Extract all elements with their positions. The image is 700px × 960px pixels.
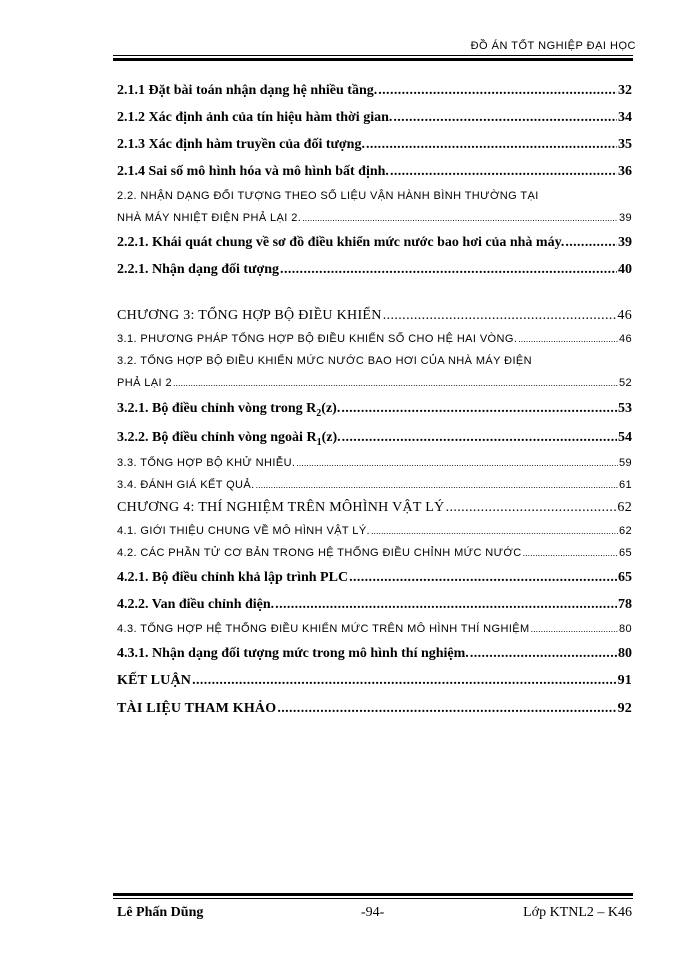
toc-page-number: 39 bbox=[618, 212, 632, 224]
toc-entry-text: 3.2.2. Bộ điều chỉnh vòng ngoài R bbox=[117, 430, 317, 445]
toc-entry[interactable] bbox=[117, 328, 632, 350]
toc-leader-dots bbox=[296, 452, 618, 474]
section-gap bbox=[117, 283, 632, 304]
toc-entry-text: 3.4. ĐÁNH GIÁ KẾT QUẢ. bbox=[117, 479, 255, 491]
toc-leader-dots bbox=[302, 207, 618, 229]
toc-entry[interactable] bbox=[117, 131, 632, 158]
toc-entry-tail: (z). bbox=[321, 401, 341, 416]
toc-entry-title bbox=[117, 304, 382, 328]
toc-page-number: 54 bbox=[618, 430, 632, 445]
toc-page-number: 65 bbox=[618, 547, 632, 559]
toc-entry-text: CHƯƠNG 4: THÍ NGHIỆM TRÊN MÔHÌNH VẬT LÝ bbox=[117, 500, 445, 515]
toc-entry-title bbox=[117, 256, 279, 283]
footer-page-number: -94- bbox=[361, 905, 385, 920]
toc-entry-text: 4.3.1. Nhận dạng đối tượng mức trong mô hình thí nghiệm. bbox=[117, 646, 469, 661]
toc-entry-text: 2.1.1 Đặt bài toán nhận dạng hệ nhiều tầng. bbox=[117, 83, 378, 98]
toc-page-number: 34 bbox=[618, 110, 632, 125]
toc-leader-dots bbox=[280, 256, 617, 283]
toc-entry[interactable] bbox=[117, 564, 632, 591]
footer-rule-thick bbox=[113, 893, 633, 896]
toc-entry-text: NHÀ MÁY NHIỆT ĐIỆN PHẢ LẠI 2. bbox=[117, 212, 302, 224]
toc-entry-title bbox=[117, 564, 348, 591]
toc-entry-subscript: 2 bbox=[316, 407, 322, 419]
toc-entry-title bbox=[117, 452, 295, 474]
toc-page-number: 91 bbox=[617, 673, 632, 688]
toc-page-number: 62 bbox=[617, 500, 632, 515]
toc-leader-dots bbox=[366, 131, 617, 158]
header-rule-thin bbox=[113, 55, 633, 56]
toc-entry-title bbox=[117, 372, 172, 394]
toc-entry[interactable] bbox=[117, 542, 632, 564]
toc-page-number: 53 bbox=[618, 401, 632, 416]
toc-entry-text: PHẢ LẠI 2 bbox=[117, 377, 172, 389]
toc-entry-text: 4.1. GIỚI THIỆU CHUNG VỀ MÔ HÌNH VẬT LÝ. bbox=[117, 525, 371, 537]
toc-entry-text: KẾT LUẬN bbox=[117, 673, 192, 688]
toc-entry[interactable] bbox=[117, 520, 632, 542]
toc-entry-text: 2.2.1. Khái quát chung về sơ đồ điều khiển mức nước bao hơi của nhà máy. bbox=[117, 235, 565, 250]
toc-entry[interactable] bbox=[117, 229, 632, 256]
toc-entry[interactable] bbox=[117, 104, 632, 131]
toc-entry-line1[interactable]: 3.2. TỔNG HỢP BỘ ĐIỀU KHIỂN MỨC NƯỚC BAO HƠI CỦA NHÀ MÁY ĐIỆN bbox=[117, 355, 532, 367]
footer-class-label: Lớp KTNL2 – K46 bbox=[523, 905, 632, 920]
toc-entry[interactable] bbox=[117, 474, 632, 496]
toc-entry[interactable] bbox=[117, 695, 632, 723]
toc-leader-dots bbox=[531, 618, 618, 640]
toc-page-number: 46 bbox=[617, 308, 632, 323]
toc-page-number: 35 bbox=[618, 137, 632, 152]
toc-entry-title bbox=[117, 158, 389, 185]
toc-entry-text: 4.2. CÁC PHẦN TỬ CƠ BẢN TRONG HỆ THỐNG ĐIỀU CHỈNH MỨC NƯỚC bbox=[117, 547, 522, 559]
toc-entry-title bbox=[117, 131, 365, 158]
toc-entry-text: 4.2.1. Bộ điều chỉnh khả lập trình PLC bbox=[117, 570, 349, 585]
toc-entry-title bbox=[117, 496, 445, 520]
toc-leader-dots bbox=[341, 394, 617, 423]
toc-entry-text: 2.1.4 Sai số mô hình hóa và mô hình bất định. bbox=[117, 164, 389, 179]
toc-entry[interactable] bbox=[117, 423, 632, 452]
toc-entry-title bbox=[117, 542, 522, 564]
toc-page-number: 40 bbox=[618, 262, 632, 277]
toc-leader-dots bbox=[393, 104, 617, 131]
toc-entry[interactable] bbox=[117, 207, 632, 229]
toc-page-number: 92 bbox=[617, 701, 632, 716]
toc-page-number: 78 bbox=[618, 597, 632, 612]
toc-leader-dots bbox=[349, 564, 617, 591]
toc-page-number: 65 bbox=[618, 570, 632, 585]
toc-leader-dots bbox=[383, 304, 617, 328]
toc-entry-text: TÀI LIỆU THAM KHẢO bbox=[117, 701, 277, 716]
toc-entry-title bbox=[117, 229, 564, 256]
toc-leader-dots bbox=[390, 158, 617, 185]
toc-entry-tail: (z). bbox=[321, 430, 341, 445]
toc-entry-text: 2.2.1. Nhận dạng đối tượng bbox=[117, 262, 280, 277]
toc-page-number: 80 bbox=[618, 646, 632, 661]
toc-leader-dots bbox=[275, 591, 617, 618]
toc-entry-text: 3.2.1. Bộ điều chỉnh vòng trong R bbox=[117, 401, 317, 416]
toc-leader-dots bbox=[371, 520, 618, 542]
toc-page-number: 59 bbox=[618, 457, 632, 469]
toc-entry-line1[interactable]: 2.2. NHẬN DẠNG ĐỐI TƯỢNG THEO SỐ LIỆU VẬN HÀNH BÌNH THƯỜNG TẠI bbox=[117, 190, 539, 202]
toc-entry-text: 4.2.2. Van điều chỉnh điện. bbox=[117, 597, 275, 612]
toc-page-number: 46 bbox=[618, 333, 632, 345]
toc-leader-dots bbox=[523, 542, 618, 564]
toc-leader-dots bbox=[470, 640, 617, 667]
toc-entry[interactable] bbox=[117, 667, 632, 695]
toc-page-number: 32 bbox=[618, 83, 632, 98]
toc-entry[interactable] bbox=[117, 372, 632, 394]
toc-entry-subscript: 1 bbox=[316, 436, 322, 448]
toc-entry-title bbox=[117, 667, 191, 695]
toc-leader-dots bbox=[565, 229, 617, 256]
page-header-title: ĐỒ ÁN TỐT NGHIỆP ĐẠI HỌC bbox=[470, 40, 636, 52]
toc-leader-dots bbox=[342, 423, 617, 452]
toc-leader-dots bbox=[192, 667, 617, 695]
toc-entry-title bbox=[117, 104, 392, 131]
toc-entry-title bbox=[117, 207, 301, 229]
toc-entry[interactable] bbox=[117, 394, 632, 423]
toc-page-number: 36 bbox=[618, 164, 632, 179]
toc-entry-text: 2.1.2 Xác định ảnh của tín hiệu hàm thời gian. bbox=[117, 110, 393, 125]
toc-leader-dots bbox=[518, 328, 618, 350]
toc-entry-text: 2.1.3 Xác định hàm truyền của đối tượng. bbox=[117, 137, 365, 152]
table-of-contents bbox=[117, 77, 632, 723]
toc-entry-title bbox=[117, 695, 276, 723]
toc-entry-title bbox=[117, 618, 530, 640]
toc-entry-title bbox=[117, 328, 517, 350]
toc-page-number: 52 bbox=[618, 377, 632, 389]
toc-entry-text: CHƯƠNG 3: TỔNG HỢP BỘ ĐIỀU KHIỂN bbox=[117, 308, 382, 323]
toc-page-number: 62 bbox=[618, 525, 632, 537]
footer-author: Lê Phấn Dũng bbox=[117, 905, 204, 920]
toc-page-number: 61 bbox=[618, 479, 632, 491]
toc-page-number: 39 bbox=[618, 235, 632, 250]
toc-entry-text: 4.3. TỔNG HỢP HỆ THỐNG ĐIỀU KHIỂN MỨC TRÊN MÔ HÌNH THÍ NGHIỆM bbox=[117, 623, 530, 635]
toc-leader-dots bbox=[446, 496, 617, 520]
toc-entry[interactable] bbox=[117, 158, 632, 185]
toc-entry[interactable] bbox=[117, 304, 632, 328]
toc-entry-title bbox=[117, 520, 370, 542]
toc-entry-title bbox=[117, 474, 255, 496]
toc-entry-title bbox=[117, 394, 340, 423]
toc-leader-dots bbox=[256, 474, 618, 496]
toc-entry-text: 3.3. TỔNG HỢP BỘ KHỬ NHIỄU. bbox=[117, 457, 296, 469]
toc-leader-dots bbox=[277, 695, 616, 723]
toc-entry-title bbox=[117, 591, 274, 618]
toc-leader-dots bbox=[173, 372, 618, 394]
toc-entry-title bbox=[117, 640, 469, 667]
toc-entry[interactable] bbox=[117, 452, 632, 474]
toc-entry[interactable] bbox=[117, 640, 632, 667]
toc-page-number: 80 bbox=[618, 623, 632, 635]
toc-entry-title bbox=[117, 423, 341, 452]
footer-rule-thin bbox=[113, 898, 633, 899]
toc-leader-dots bbox=[378, 77, 617, 104]
toc-entry-text: 3.1. PHƯƠNG PHÁP TỔNG HỢP BỘ ĐIỀU KHIỂN SỐ CHO HỆ HAI VÒNG. bbox=[117, 333, 518, 345]
toc-entry[interactable] bbox=[117, 618, 632, 640]
toc-entry[interactable] bbox=[117, 591, 632, 618]
toc-entry[interactable] bbox=[117, 77, 632, 104]
toc-entry-title bbox=[117, 77, 377, 104]
toc-entry[interactable] bbox=[117, 256, 632, 283]
toc-entry[interactable] bbox=[117, 496, 632, 520]
header-rule-thick bbox=[113, 58, 633, 61]
